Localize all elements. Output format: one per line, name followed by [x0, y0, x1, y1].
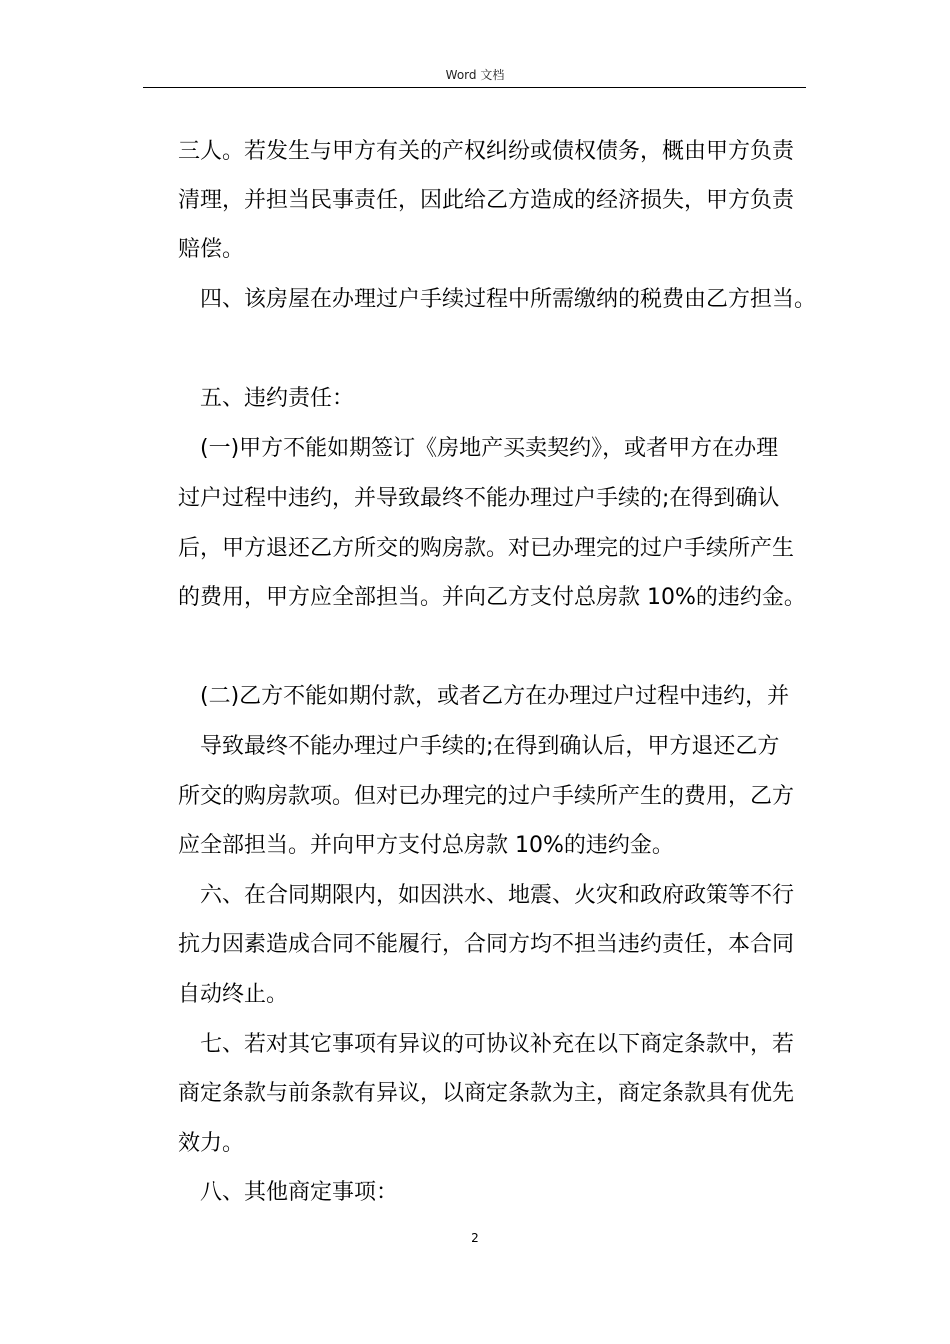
- body-line: 导致最终不能办理过户手续的;在得到确认后，甲方退还乙方: [200, 734, 780, 759]
- header-title: Word 文档: [445, 68, 505, 82]
- body-line: 六、在合同期限内，如因洪水、地震、火灾和政府政策等不行: [200, 883, 795, 908]
- body-line: 赔偿。: [178, 237, 245, 262]
- body-line: 商定条款与前条款有异议，以商定条款为主，商定条款具有优先: [178, 1081, 795, 1106]
- body-line: 四、该房屋在办理过户手续过程中所需缴纳的税费由乙方担当。: [200, 287, 817, 312]
- body-line: 过户过程中违约，并导致最终不能办理过户手续的;在得到确认: [178, 486, 780, 511]
- body-line: 的费用，甲方应全部担当。并向乙方支付总房款 10%的违约金。: [178, 585, 806, 610]
- body-line: (二)乙方不能如期付款，或者乙方在办理过户过程中违约，并: [200, 684, 790, 709]
- page-number: 2: [471, 1231, 479, 1245]
- body-line: 抗力因素造成合同不能履行，合同方均不担当违约责任，本合同: [178, 932, 795, 957]
- section-heading: 八、其他商定事项：: [200, 1180, 399, 1205]
- body-line: 三人。若发生与甲方有关的产权纠纷或债权债务，概由甲方负责: [178, 139, 795, 164]
- body-line: 清理，并担当民事责任，因此给乙方造成的经济损失，甲方负责: [178, 188, 795, 213]
- body-line: 效力。: [178, 1131, 245, 1156]
- section-heading: 五、违约责任：: [200, 386, 355, 411]
- body-line: 七、若对其它事项有异议的可协议补充在以下商定条款中，若: [200, 1032, 795, 1057]
- body-line: 所交的购房款项。但对已办理完的过户手续所产生的费用，乙方: [178, 784, 795, 809]
- header-divider: [143, 87, 806, 88]
- body-line: 后，甲方退还乙方所交的购房款。对已办理完的过户手续所产生: [178, 536, 795, 561]
- body-line: 应全部担当。并向甲方支付总房款 10%的违约金。: [178, 833, 674, 858]
- body-line: (一)甲方不能如期签订《房地产买卖契约》，或者甲方在办理: [200, 436, 779, 461]
- body-line: 自动终止。: [178, 982, 289, 1007]
